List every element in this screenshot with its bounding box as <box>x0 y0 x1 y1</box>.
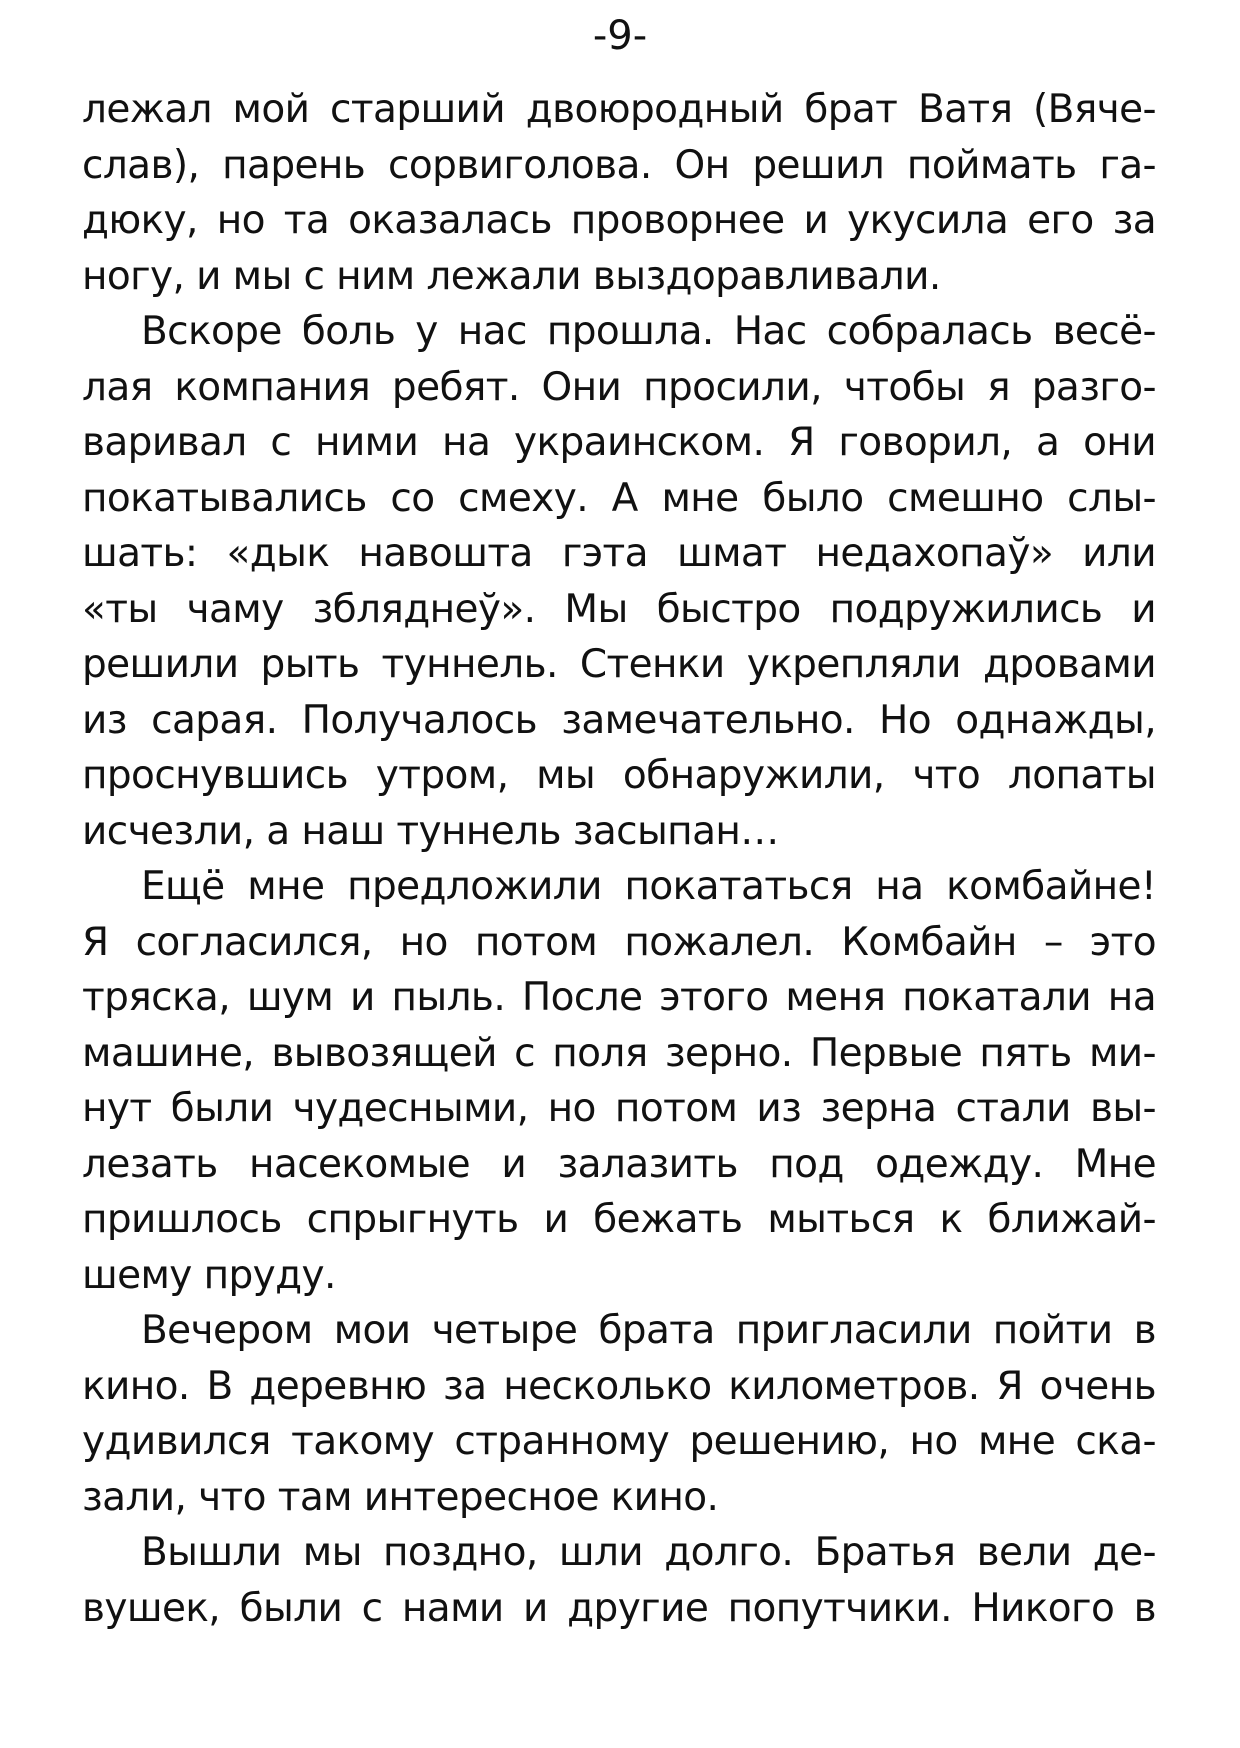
text-line: лая компания ребят. Они просили, чтобы я разго- <box>82 364 1156 410</box>
text-line: шать: «дык навошта гэта шмат недахопаў» или <box>82 531 1156 576</box>
text-line: ногу, и мы с ним лежали выздоравливали. <box>82 253 941 299</box>
paragraph-first-line: Ещё мне предложили покататься на комбайне! <box>141 864 1156 909</box>
text-line: удивился такому странному решению, но мне ска- <box>82 1419 1156 1464</box>
text-line: шему пруду. <box>82 1252 336 1298</box>
text-line: лежал мой старший двоюродный брат Ватя (Вяче- <box>82 87 1156 132</box>
paragraph-first-line: Вечером мои четыре брата пригласили пойти в <box>141 1308 1156 1353</box>
body-text <box>82 82 1156 1636</box>
text-line: Я согласился, но потом пожалел. Комбайн – это <box>82 919 1156 965</box>
text-line: нут были чудесными, но потом из зерна стали вы- <box>82 1086 1156 1131</box>
text-line: слав), парень сорвиголова. Он решил поймать га- <box>82 142 1156 188</box>
text-line: дюку, но та оказалась проворнее и укусила его за <box>82 198 1156 243</box>
text-line: пришлось спрыгнуть и бежать мыться к ближай- <box>82 1197 1156 1242</box>
text-line: «ты чаму збляднеў». Мы быстро подружились и <box>82 586 1156 632</box>
text-line: лезать насекомые и залазить под одежду. Мне <box>82 1141 1156 1187</box>
text-line: варивал с ними на украинском. Я говорил, а они <box>82 420 1156 465</box>
text-line: зали, что там интересное кино. <box>82 1474 719 1520</box>
text-line: машине, вывозящей с поля зерно. Первые пять ми- <box>82 1030 1156 1076</box>
page-number: -9- <box>592 13 648 59</box>
text-line: исчезли, а наш туннель засыпан… <box>82 808 779 854</box>
text-line: решили рыть туннель. Стенки укрепляли дровами <box>82 642 1156 687</box>
text-line: кино. В деревню за несколько километров. Я очень <box>82 1363 1156 1409</box>
text-line: проснувшись утром, мы обнаружили, что лопаты <box>82 753 1156 798</box>
text-line: из сарая. Получалось замечательно. Но однажды, <box>82 697 1156 743</box>
paragraph-first-line: Вскоре боль у нас прошла. Нас собралась весё- <box>141 309 1156 354</box>
text-line: покатывались со смеху. А мне было смешно слы- <box>82 475 1156 521</box>
text-line: тряска, шум и пыль. После этого меня покатали на <box>82 975 1156 1020</box>
text-line: вушек, были с нами и другие попутчики. Никого в <box>82 1585 1156 1631</box>
paragraph-first-line: Вышли мы поздно, шли долго. Братья вели де- <box>141 1530 1156 1575</box>
